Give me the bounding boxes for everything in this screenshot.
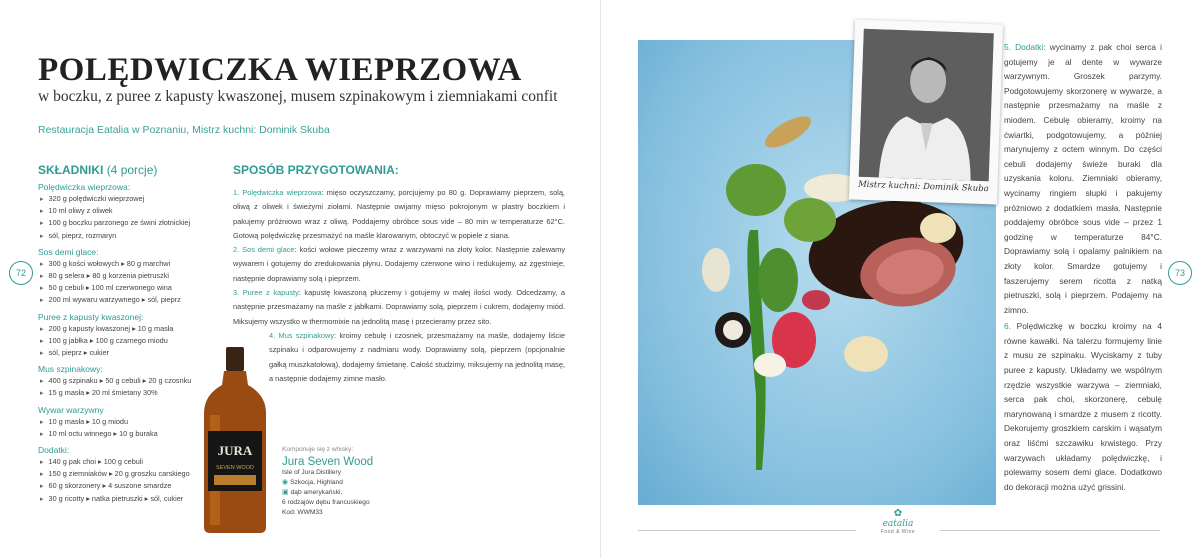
ingredient-item: ▸ sól, pieprz ▸ cukier [40, 347, 223, 359]
ingredient-group-title: Puree z kapusty kwaszonej: [38, 311, 144, 322]
herb-leaves [726, 164, 786, 216]
logo-emblem-icon: ✿ [893, 508, 903, 519]
preparation-steps-continued [1004, 40, 1162, 494]
whisky-bottle-image [200, 345, 270, 535]
ingredient-item: ▸ 30 g ricotty ▸ natka pietruszki ▸ sól, cukier [40, 493, 223, 505]
ingredient-list [40, 416, 223, 440]
ingredients-heading [38, 163, 223, 177]
sorrel-leaf [802, 290, 830, 310]
distillery-label: Isle of Jura Distillery [282, 469, 341, 476]
bottle-label-text: SEVEN WOOD [216, 465, 254, 471]
preparation-step [1004, 319, 1162, 494]
ricotta-filling [723, 320, 743, 340]
ingredient-item: ▸ 10 g masła ▸ 10 g miodu [40, 416, 223, 428]
step-number: 3. [233, 288, 240, 298]
ingredient-item: ▸ 300 g kości wołowych ▸ 80 g marchwi [40, 258, 223, 270]
step-label: Polędwiczka wieprzowa [242, 188, 322, 197]
ingredient-item: ▸ 50 g cebuli ▸ 100 ml czerwonego wina [40, 282, 223, 294]
ingredient-list [40, 375, 223, 399]
region-row [282, 478, 412, 488]
step-text: : wycinamy z pak choi serca i gotujemy je al dente w wywarze warzywnym. Groszek parzymy. Podgotowujemy skorzonerę w wywarze, a następnie przesmażamy na maśle z miodem. Cebulę obieramy, kroimy na ćwiartki, podgotowujemy, a później marynujemy z octem winnym. Do części cebuli dodajemy świeże buraki dla uzyskania koloru. Ziemniaki obieramy, wycinamy ringiem słupki i pakujemy próżniowo z dodatkiem masła. Następnie poddajemy obróbce sous vide – przez 1 godzinę w temperaturze 84°C. Doprawiamy solą i opalamy palnikiem na złoty kolor. Smardze gotujemy i faszerujemy serem ricotta z natką pietruszki, solą i pieprzem. Podajemy na zimno. [1004, 42, 1163, 315]
ingredient-item: ▸ 100 g jabłka ▸ 100 g czarnego miodu [40, 335, 223, 347]
ingredient-item: ▸ 150 g ziemniaków ▸ 20 g groszku carskiego [40, 468, 223, 480]
ingredient-group-title: Dodatki: [38, 445, 70, 456]
ingredient-item: ▸ 10 ml octu winnego ▸ 10 g buraka [40, 428, 223, 440]
ingredient-item: ▸ 100 g boczku parzonego ze świni złotnickiej [40, 217, 223, 229]
barrel-icon: ▣ [282, 489, 289, 496]
step-label: Mus szpinakowy [278, 330, 335, 340]
cask-detail-label: 6 rodzajów dębu francuskiego [282, 499, 370, 506]
preparation-step [233, 186, 565, 243]
logo-subtext: Food & Wine [880, 529, 916, 535]
preparation-step [233, 329, 565, 386]
portions-label: (4 porcje) [106, 163, 158, 177]
ingredient-item: ▸ 200 g kapusty kwaszonej ▸ 10 g masła [40, 323, 223, 335]
step-number: 6. [1004, 321, 1011, 332]
cask-row [282, 488, 412, 498]
ingredient-list [40, 323, 223, 360]
step-text: Polędwiczkę w boczku kroimy na 4 równe kawałki. Na talerzu formujemy linie z musu ze szpinaku. Wyciskamy z tuby puree z kapusty. Układamy we wspólnym rzędzie wszystkie warzywa – ziemniaki, serca pak choi, skorzonerę, cebulę marynowaną i smardze z musem z ricotty. Dekorujemy groszkiem carskim i wąsatym oraz liśćmi szczawiku krwistego. Przy warzywach układamy polędwiczkę, i polewamy sosem demi glace. Dodatkowo do dekoracji można użyć grissini. [1004, 321, 1162, 492]
step-number: 2. [233, 245, 240, 255]
preparation-step [1004, 40, 1162, 317]
recipe-title: POLĘDWICZKA WIEPRZOWA [38, 52, 522, 88]
onion-petal [754, 353, 786, 377]
ingredient-list [40, 258, 223, 307]
preparation-heading: SPOSÓB PRZYGOTOWANIA: [233, 163, 399, 177]
footer-rule-right [940, 530, 1160, 531]
step-label: Puree z kapusty [242, 288, 299, 298]
ingredients-heading-text: SKŁADNIKI [38, 163, 104, 177]
ingredient-item: ▸ 80 g selera ▸ 80 g korzenia pietruszki [40, 270, 223, 282]
ingredient-item: ▸ 60 g skorzonery ▸ 4 suszone smardze [40, 480, 223, 492]
product-code-label: Kod: WWM33 [282, 509, 323, 516]
bottle-label-band [214, 475, 256, 485]
ingredient-list [40, 456, 223, 505]
pairing-label: Komponuje się z whisky: [282, 446, 354, 453]
ingredient-item: ▸ 200 ml wywaru warzywnego ▸ sól, pieprz [40, 294, 223, 306]
ingredient-item: ▸ 400 g szpinaku ▸ 50 g cebuli ▸ 20 g czosnku [40, 375, 223, 387]
ingredient-list [40, 193, 223, 242]
chef-portrait-card [849, 19, 1003, 204]
step-text: : kroimy cebulę i czosnek, przesmażamy na maśle, dodajemy liście szpinaku i odparowujemy z nadmiaru wody. Doprawiamy solą, pieprzem (opcjonalnie gałką muszkatołową), dodajemy śmietanę. Całość studzimy, miksujemy na jednolitą masę, a następnie dodajemy zimne masło. [269, 330, 566, 383]
page-number-left: 72 [9, 261, 33, 285]
whisky-pairing [282, 446, 412, 518]
restaurant-credit: Restauracja Eatalia w Poznaniu, Mistrz kuchni: Dominik Skuba [38, 124, 330, 136]
step-text: : mięso oczyszczamy, porcjujemy po 80 g. Doprawiamy pieprzem, solą, oliwą z oliwek i świeżymi ziołami. Następnie owijamy mięso pokrojonym w plastry boczkiem i pakujemy próżniowo wraz z oliwą. Poddajemy obróbce sous vide – 80 min w temperaturze 62°C. Gotową polędwiczkę przesmażyć na maśle klarowanym, obtoczyć w popiele z siana. [233, 188, 565, 240]
cask-label: dąb amerykański, [290, 489, 343, 496]
ingredient-item: ▸ 320 g polędwiczki wieprzowej [40, 193, 223, 205]
region-label: Szkocja, Highland [290, 479, 343, 486]
whisky-name: Jura Seven Wood [282, 456, 374, 468]
ingredient-item: ▸ 10 ml oliwy z oliwek [40, 205, 223, 217]
step-label: Sos demi glace [242, 245, 295, 255]
ingredient-group-title: Wywar warzywny [38, 404, 104, 415]
recipe-subtitle: w boczku, z puree z kapusty kwaszonej, musem szpinakowym i ziemniakami confit [38, 88, 558, 105]
chef-caption: Mistrz kuchni: Dominik Skuba [857, 179, 989, 195]
step-label: Dodatki [1015, 42, 1044, 52]
scorzonera [702, 248, 730, 292]
step-number: 5. [1004, 42, 1011, 52]
step-number: 4. [269, 330, 276, 340]
page-spine [600, 0, 601, 558]
chef-photo [859, 29, 994, 181]
logo-text: eatalia [882, 519, 914, 529]
ingredient-item: ▸ sól, pieprz, rozmaryn [40, 230, 223, 242]
cabbage-puree [844, 336, 888, 372]
eatalia-logo [866, 508, 930, 535]
page-number-right: 73 [1168, 261, 1192, 285]
step-number: 1. [233, 188, 240, 197]
ingredients-section [38, 163, 223, 505]
preparation-step [233, 286, 565, 329]
step-text: : kapustę kwaszoną płuczemy i gotujemy w małej ilości wody. Odcedzamy, a następnie przesmażamy na maśle z jabłkami. Doprawiamy solą, pieprzem i cukrem, dodajemy miód. Miksujemy wszystko w thermomixie na jednolitą masę i przecieramy przez sito. [233, 288, 565, 326]
bottle-brand-text: JURA [217, 443, 253, 458]
footer-rule-left [638, 530, 856, 531]
step-text: : kości wołowe pieczemy wraz z warzywami na złoty kolor. Następnie zalewamy wywarem i gotujemy do zredukowania płynu. Dodajemy czerwone wino i redukujemy, aż zgęstnieje, następnie doprawiamy solą i pieprzem. [233, 245, 566, 283]
cabbage-puree-dot [920, 213, 956, 243]
ingredient-group-title: Sos demi glace: [38, 246, 99, 257]
preparation-steps [233, 186, 565, 386]
ingredient-item: ▸ 15 g masła ▸ 20 ml śmietany 30% [40, 387, 223, 399]
ingredient-group-title: Polędwiczka wieprzowa: [38, 182, 131, 192]
preparation-step [233, 243, 565, 286]
ingredient-item: ▸ 140 g pak choi ▸ 100 g cebuli [40, 456, 223, 468]
bottle-cap [226, 347, 244, 371]
preparation-section [233, 163, 565, 386]
location-pin-icon: ◉ [282, 479, 289, 486]
pak-choi [758, 248, 798, 312]
pak-choi-leaves [784, 198, 836, 242]
ingredient-group-title: Mus szpinakowy: [38, 364, 103, 375]
